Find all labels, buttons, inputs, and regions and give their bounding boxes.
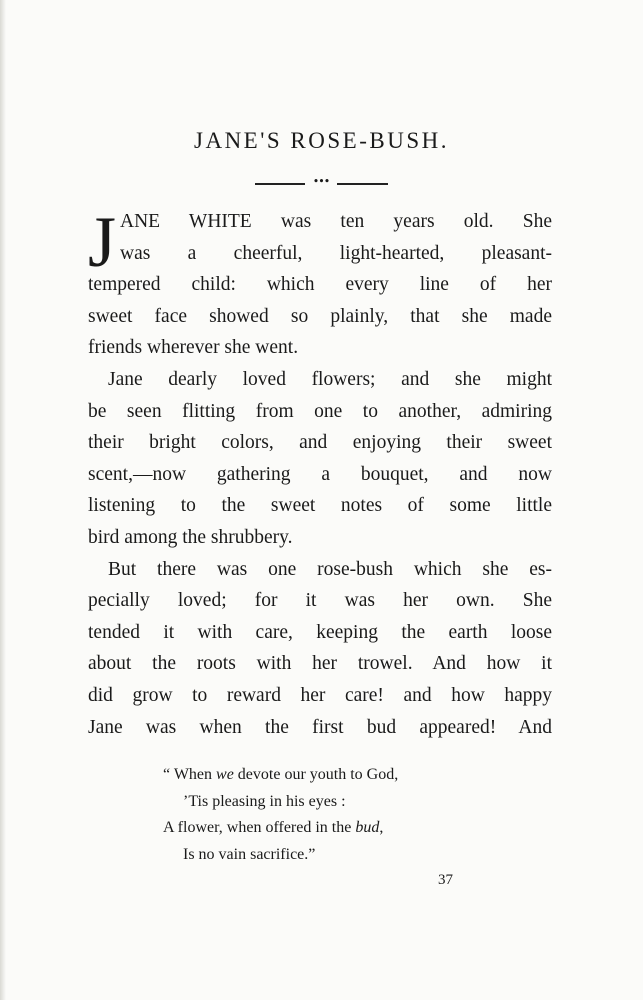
text-line: was a cheerful, light-hearted, pleasant-: [120, 242, 552, 264]
title-ornament: [255, 175, 388, 190]
text-line: sweet face showed so plainly, that she made: [88, 305, 552, 327]
verse-emphasis: bud: [355, 819, 380, 836]
ornament-rule-right: [337, 183, 388, 185]
body-text: [88, 202, 552, 743]
text-line: scent,—now gathering a bouquet, and now: [88, 463, 552, 485]
verse-text: A flower, when offered in the: [163, 819, 356, 836]
paragraph-2: [88, 364, 552, 554]
chapter-title: JANE'S ROSE-BUSH.: [194, 128, 449, 153]
text-line: bird among the shrubbery.: [88, 526, 293, 548]
verse-line-3: [163, 815, 398, 842]
text-line: did grow to reward her care! and how happy: [88, 684, 552, 706]
text-line: about the roots with her trowel. And how it: [88, 653, 552, 675]
paragraph-1: [88, 202, 552, 364]
verse-text: “ When: [163, 766, 217, 783]
paragraph-3: [88, 554, 552, 744]
text-line: Jane dearly loved flowers; and she might: [108, 368, 552, 390]
page-number: 37: [438, 872, 453, 888]
text-line: ANE WHITE was ten years old. She: [120, 211, 552, 232]
drop-cap: J: [88, 202, 117, 282]
text-line: But there was one rose-bush which she es-: [108, 558, 552, 580]
text-line: be seen flitting from one to another, admiring: [88, 400, 552, 422]
text-line: friends wherever she went.: [88, 337, 299, 359]
text-line: listening to the sweet notes of some little: [88, 495, 552, 517]
text-line: their bright colors, and enjoying their sweet: [88, 432, 552, 454]
verse-line-2: ’Tis pleasing in his eyes :: [183, 792, 346, 810]
ornament-rule-left: [255, 183, 305, 185]
verse-line-4: Is no vain sacrifice.”: [183, 845, 316, 863]
text-line: tempered child: which every line of her: [88, 274, 552, 296]
text-line: Jane was when the first bud appeared! And: [88, 716, 552, 738]
verse-emphasis: we: [216, 766, 234, 783]
verse-line-1: [163, 762, 398, 789]
ornament-dots: •••: [312, 175, 330, 188]
verse-text: devote our youth to God,: [233, 766, 399, 783]
verse-quote: [163, 762, 398, 868]
verse-text: ,: [379, 819, 384, 836]
text-line: pecially loved; for it was her own. She: [88, 590, 552, 612]
text-line: tended it with care, keeping the earth loose: [88, 621, 552, 643]
